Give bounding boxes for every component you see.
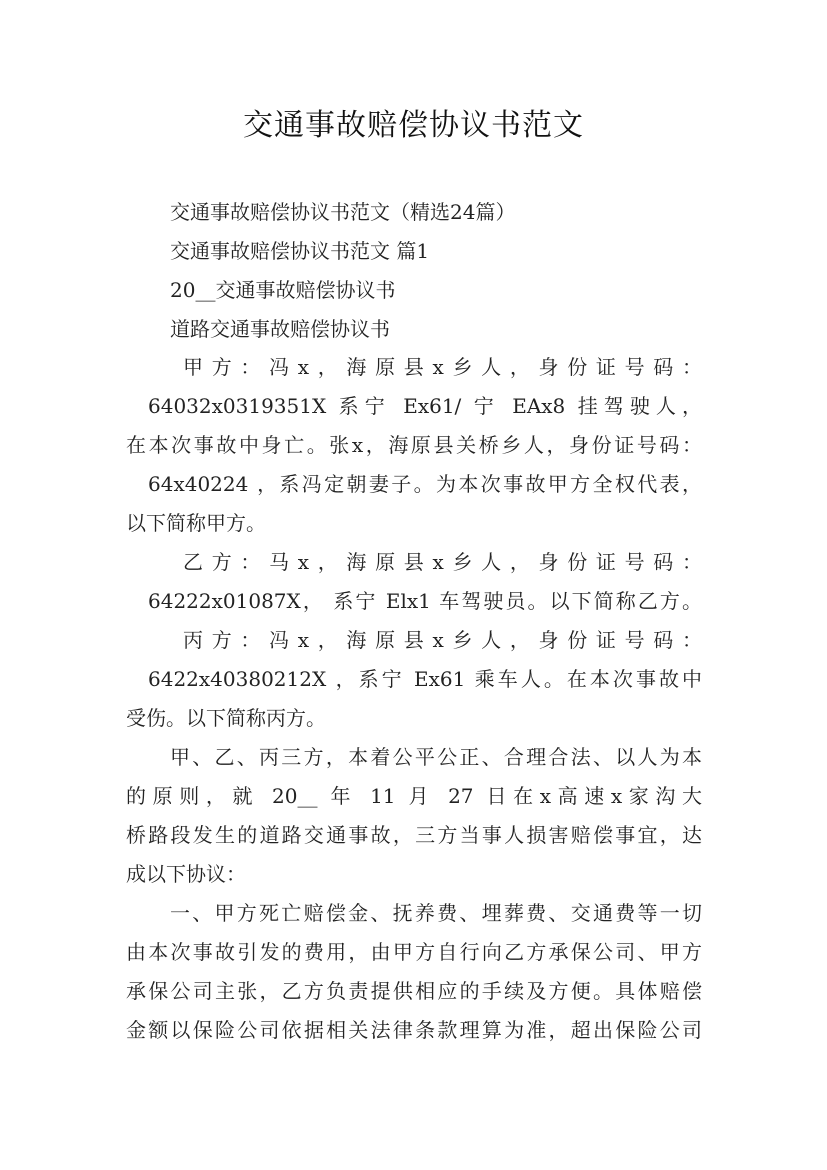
text-line: 在本次事故中身亡。张x，海原县关桥乡人，身份证号码： — [126, 433, 702, 457]
text-line: 的原则，就 20__ 年 11 月 27 日在x高速x家沟大 — [126, 784, 702, 808]
text-line: 20__交通事故赔偿协议书 — [170, 278, 396, 302]
text-line: 甲方：冯x，海原县x乡人，身份证号码： — [183, 355, 702, 379]
text-line: 承保公司主张，乙方负责提供相应的手续及方便。具体赔偿 — [126, 979, 702, 1003]
text-line: 乙方：马x，海原县x乡人，身份证号码： — [183, 550, 702, 574]
text-line: 甲、乙、丙三方，本着公平公正、合理合法、以人为本 — [170, 745, 702, 769]
text-line: 丙方：冯x，海原县x乡人，身份证号码： — [183, 628, 702, 652]
text-line: 金额以保险公司依据相关法律条款理算为准，超出保险公司 — [126, 1018, 702, 1042]
text-line: 64032x0319351X 系宁 Ex61/ 宁 EAx8 挂驾驶人， — [148, 394, 702, 418]
text-line: 成以下协议： — [126, 862, 246, 886]
text-line: 受伤。以下简称丙方。 — [126, 706, 326, 730]
text-line: 64x40224 ，系冯定朝妻子。为本次事故甲方全权代表， — [148, 472, 702, 496]
text-line: 交通事故赔偿协议书范文（精选24篇） — [170, 200, 516, 224]
text-line: 6422x40380212X ，系宁 Ex61 乘车人。在本次事故中 — [148, 667, 702, 691]
text-line: 交通事故赔偿协议书范文 篇1 — [170, 239, 430, 263]
text-line: 以下简称甲方。 — [126, 511, 266, 535]
text-line: 道路交通事故赔偿协议书 — [170, 317, 390, 341]
text-line: 桥路段发生的道路交通事故，三方当事人损害赔偿事宜，达 — [126, 823, 702, 847]
document-title: 交通事故赔偿协议书范文 — [243, 108, 584, 143]
text-line: 64222x01087X， 系宁 Elx1 车驾驶员。以下简称乙方。 — [148, 589, 702, 613]
text-line: 由本次事故引发的费用，由甲方自行向乙方承保公司、甲方 — [126, 940, 702, 964]
text-line: 一、甲方死亡赔偿金、抚养费、埋葬费、交通费等一切 — [170, 901, 702, 925]
